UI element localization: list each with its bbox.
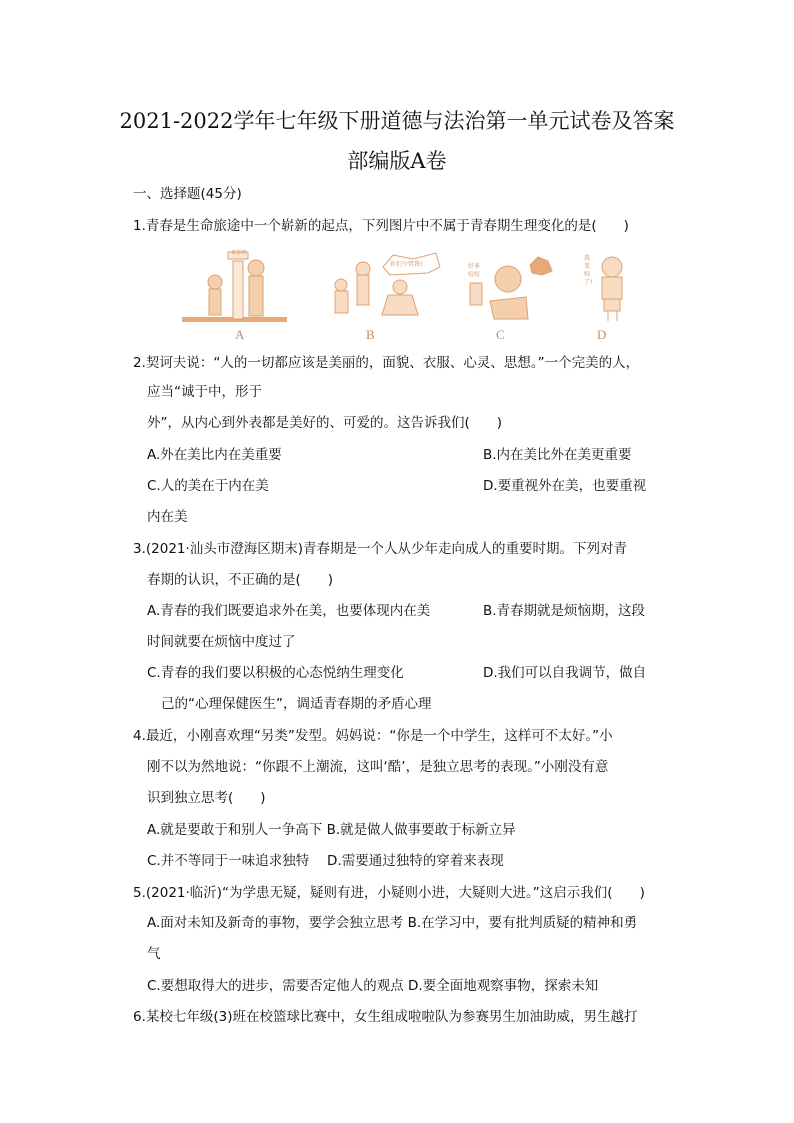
q3-stem-line1: 3.(2021·汕头市澄海区期末)青春期是一个人从少年走向成人的重要时期。下列对青	[133, 541, 628, 557]
q3-option-d-cont: 己的“心理保健医生”，调适青春期的矛盾心理	[161, 696, 432, 712]
q6-stem: 6.某校七年级(3)班在校篮球比赛中，女生组成啦啦队为参赛男生加油助威，男生越打	[133, 1009, 638, 1025]
q2-stem-line3: 外”，从内心到外表都是美好的、可爱的。这告诉我们( )	[147, 415, 503, 431]
q2-option-c: C.人的美在于内在美	[147, 478, 269, 494]
q4-stem-line2: 刚不以为然地说：“你跟不上潮流，这叫‘酷’，是独立思考的表现。”小刚没有意	[147, 759, 609, 775]
q5-options-cd: C.要想取得大的进步，需要否定他人的观点 D.要全面地观察事物，探索未知	[147, 978, 599, 994]
figure-b-image	[335, 253, 440, 315]
q4-stem-line3: 识到独立思考( )	[147, 790, 266, 806]
figure-a-image	[182, 252, 287, 322]
doc-title-line2: 部编版A卷	[347, 149, 447, 173]
q2-option-b: B.内在美比外在美更重要	[483, 447, 632, 463]
q3-option-d: D.我们可以自我调节，做自	[483, 665, 647, 681]
q4-options-cd: C.并不等同于一味追求独特 D.需要通过独特的穿着来表现	[147, 853, 504, 869]
q1-illustrations	[178, 245, 648, 325]
q3-option-a: A.青春的我们既要追求外在美，也要体现内在美	[147, 603, 431, 619]
figure-label-c: C	[496, 327, 505, 342]
q3-option-b-cont: 时间就要在烦恼中度过了	[147, 634, 296, 650]
q3-stem-line2: 春期的认识，不正确的是( )	[147, 572, 334, 588]
doc-title-line1: 2021-2022学年七年级下册道德与法治第一单元试卷及答案	[119, 109, 675, 133]
q2-option-a: A.外在美比内在美重要	[147, 447, 282, 463]
figure-c-text: 好多痘痘	[468, 263, 481, 278]
q3-option-c: C.青春的我们要以积极的心态悦纳生理变化	[147, 665, 404, 681]
q1-figure	[178, 245, 648, 345]
figure-a-text: 青春期	[231, 250, 247, 256]
q5-options-ab: A.面对未知及新奇的事物，要学会独立思考 B.在学习中，要有批判质疑的精神和勇	[147, 915, 638, 931]
figure-d-text: 我变帅了!	[584, 255, 593, 286]
q4-stem-line1: 4.最近，小刚喜欢理“另类”发型。妈妈说：“你是一个中学生，这样可不太好。”小	[133, 728, 613, 744]
q2-stem-line2: 应当“诚于中，形于	[147, 384, 262, 400]
figure-label-b: B	[366, 327, 375, 342]
figure-label-a: A	[235, 327, 245, 342]
figure-d-image	[602, 257, 622, 321]
q4-options-ab: A.就是要敢于和别人一争高下 B.就是做人做事要敢于标新立异	[147, 822, 516, 838]
q2-stem-line1: 2.契诃夫说：“人的一切都应该是美丽的，面貌、衣服、心灵、思想。”一个完美的人，	[133, 355, 640, 371]
q2-option-d: D.要重视外在美，也要重视	[483, 478, 647, 494]
figure-label-d: D	[597, 327, 607, 342]
figure-b-text: 你们少管我!	[390, 261, 423, 268]
q3-option-b: B.青春期就是烦恼期，这段	[483, 603, 646, 619]
q2-option-d-cont: 内在美	[147, 509, 188, 525]
section-heading: 一、选择题(45分)	[133, 186, 242, 202]
q5-options-ab-cont: 气	[147, 946, 161, 962]
q5-stem: 5.(2021·临沂)“为学患无疑，疑则有进，小疑则小进，大疑则大进。”这启示我们( )	[133, 885, 645, 901]
q1-stem: 1.青春是生命旅途中一个崭新的起点，下列图片中不属于青春期生理变化的是( )	[133, 218, 629, 234]
